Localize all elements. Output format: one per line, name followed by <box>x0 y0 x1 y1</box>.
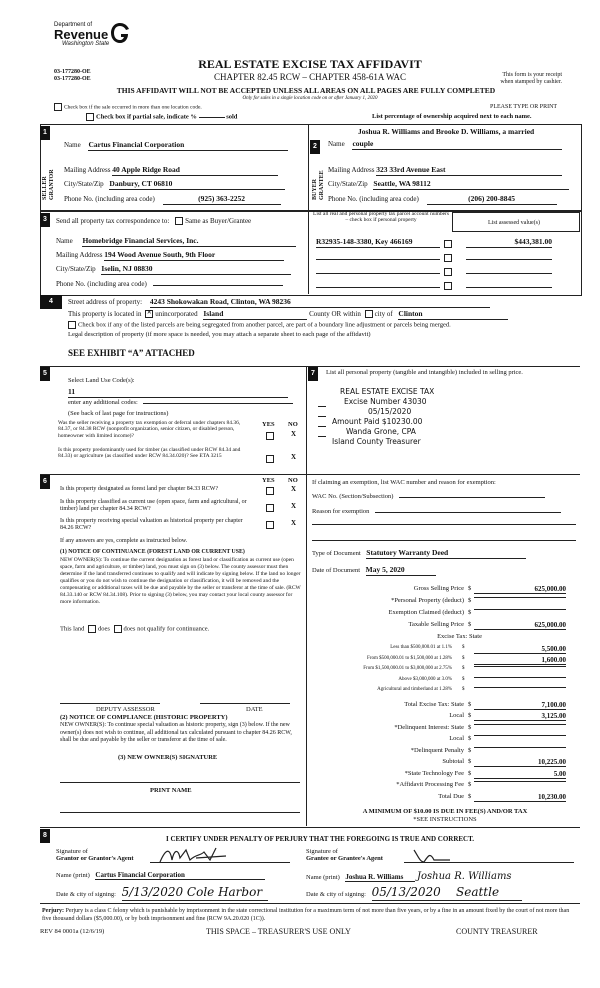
sec5-q1-no-mark[interactable]: X <box>291 430 297 438</box>
seller-phone-label: Phone No. (including area code) <box>64 195 155 203</box>
calc-row-label: Subtotal <box>442 758 464 765</box>
dollar-sign: $ <box>468 746 472 754</box>
personal-property-checkbox[interactable] <box>444 282 452 290</box>
check-multi-location[interactable] <box>54 103 202 111</box>
reason-field[interactable] <box>375 512 561 513</box>
checkbox-icon[interactable] <box>86 113 94 121</box>
calc-row <box>312 609 578 618</box>
personal-property-checkbox[interactable] <box>444 254 452 262</box>
see-back-note: (See back of last page for instructions) <box>68 410 169 417</box>
parcels-header: List all real and personal property tax parcel account numbers – check box if personal property <box>312 211 450 224</box>
corr-name-label: Name <box>56 237 73 245</box>
grantee-date-city-label: Date & city of signing: <box>306 891 366 898</box>
sec6-yes-header: YES <box>262 477 275 484</box>
personal-property-checkbox[interactable] <box>444 240 452 248</box>
form-code-1: 03-177280-OE <box>54 69 91 75</box>
deputy-assessor-label: DEPUTY ASSESSOR <box>96 706 155 713</box>
section-4-marker: 4 <box>40 295 62 309</box>
calc-row-value[interactable]: 625,000.00 <box>474 585 566 594</box>
personal-property-checkbox[interactable] <box>444 268 452 276</box>
calc-row-label: From $500,000.01 to $1,500,000 at 1.28% <box>367 655 452 661</box>
wac-label: WAC No. (Section/Subsection) <box>312 493 394 500</box>
corr-address[interactable]: 194 Wood Avenue South, 9th Floor <box>104 251 284 261</box>
calc-row-label: *Personal Property (deduct) <box>391 597 464 604</box>
county-treasurer: COUNTY TREASURER <box>456 927 538 936</box>
unincorporated-label: unincorporated <box>155 310 198 318</box>
receipt-note-1: This form is your receipt <box>502 72 562 78</box>
calc-row-value[interactable] <box>474 687 566 688</box>
sec6-q1-no-mark[interactable]: X <box>291 485 297 493</box>
grantor-signature[interactable] <box>156 844 236 866</box>
seller-phone[interactable]: (925) 363-2252 <box>163 195 281 205</box>
additional-codes-label: enter any additional codes: <box>68 399 138 406</box>
perjury-notice <box>42 908 576 923</box>
calc-row-value[interactable]: 5,500.00 <box>474 645 566 654</box>
notice-2-text: NEW OWNER(S): To continue special valuation as historic property, sign (3) below. If the new owner(s) does not wish to continue, all additional tax calculated pursuant to chapter 84.26 RCW, shall be due and payable by the seller or transferor at the time of sale. <box>60 722 292 743</box>
form-only-for: Only for sales in a single location code on or after January 1, 2020 <box>242 96 378 101</box>
street-label: Street address of property: <box>68 298 143 306</box>
grantee-sig-label-1: Signature of <box>306 848 338 855</box>
calc-row-label: Less than $500,000.01 at 1.1% <box>390 645 452 650</box>
corr-phone-label: Phone No. (including area code) <box>56 280 147 288</box>
wac-field[interactable] <box>399 497 545 498</box>
personal-property-label: List all personal property (tangible and intangible) included in selling price. <box>326 369 523 376</box>
form-warning: THIS AFFIDAVIT WILL NOT BE ACCEPTED UNLESS ALL AREAS ON ALL PAGES ARE FULLY COMPLETED <box>116 86 496 95</box>
legal-description-label: Legal description of property (if more space is needed, you may attach a separate sheet to each page of the affidavit) <box>68 331 371 338</box>
sec5-yes-header: YES <box>262 421 275 428</box>
buyer-side-label: BUYER GRANTEE <box>312 170 325 200</box>
sec5-no-header: NO <box>288 421 298 428</box>
calc-row-label: Gross Selling Price <box>413 585 464 592</box>
calc-row-value[interactable] <box>474 597 566 598</box>
city-of-label: city of <box>374 310 393 318</box>
calc-row-label: From $1,500,000.01 to $3,000,000 at 2.75% <box>363 666 452 671</box>
calc-row-label: *Delinquent Penalty <box>410 746 464 754</box>
calc-row <box>312 770 578 779</box>
calc-row <box>312 597 578 606</box>
grantee-signature[interactable] <box>410 846 460 866</box>
dollar-sign: $ <box>468 781 472 788</box>
calc-row <box>312 747 578 756</box>
calc-row-value[interactable]: 3,125.00 <box>474 712 566 721</box>
calc-row <box>312 645 578 654</box>
stamp-line-2: Excise Number 43030 <box>344 397 427 406</box>
parcel-number[interactable]: R32935-148-3380, Key 466169 <box>316 238 440 248</box>
sec6-question-2: Is this property classified as current use (open space, farm and agricultural, or timber) land per chapter 84.34 RCW? <box>60 499 247 512</box>
minimum-note: A MINIMUM OF $10.00 IS DUE IN FEE(S) AND/OR TAX <box>362 808 528 815</box>
assessed-header: List assessed value(s) <box>488 220 540 226</box>
check-multi-label: Check box if the sale occurred in more than one location code. <box>64 104 202 111</box>
exemption-claim-label: If claiming an exemption, list WAC number and reason for exemption: <box>312 479 496 486</box>
calc-row-label: *State Technology Fee <box>404 769 464 777</box>
notice-1-title: (1) NOTICE OF CONTINUANCE (FOREST LAND OR CURRENT USE) <box>60 549 245 555</box>
dollar-sign: $ <box>468 621 472 628</box>
agency-name: Revenue <box>54 26 109 42</box>
partial-label: Check box if partial sale, indicate % <box>96 113 197 121</box>
land-use-code[interactable]: 11 <box>68 388 288 398</box>
agency-line1: Department of <box>54 22 93 28</box>
grantor-name-print[interactable]: Cartus Financial Corporation <box>95 871 265 880</box>
doc-date[interactable]: May 5, 2020 <box>366 566 436 576</box>
send-correspondence <box>56 217 251 225</box>
calc-row-value[interactable] <box>474 609 566 610</box>
calc-row <box>312 712 578 721</box>
sec5-question-1: Was the seller receiving a property tax exemption or deferral under chapters 84.36, 84.37, or 84.38 RCW (nonprofit organization, senior citizen, or disabled person, homeowner with limited income)? <box>58 420 241 439</box>
calc-row-value[interactable]: 5.00 <box>474 770 566 779</box>
city-name[interactable]: Clinton <box>398 310 508 320</box>
calc-row-label: Exemption Claimed (deduct) <box>388 609 464 616</box>
see-instructions: *SEE INSTRUCTIONS <box>413 816 477 823</box>
buyer-addr-label: Mailing Address <box>328 166 375 174</box>
dollar-sign: $ <box>468 758 472 765</box>
form-title: REAL ESTATE EXCISE TAX AFFIDAVIT <box>198 57 422 71</box>
grantee-city: Seattle <box>456 885 500 899</box>
corr-addr-label: Mailing Address <box>56 251 103 259</box>
section-5-marker: 5 <box>40 367 50 381</box>
agency-logo <box>54 22 134 58</box>
corr-phone[interactable] <box>153 285 283 286</box>
doc-type[interactable]: Statutory Warranty Deed <box>366 549 526 559</box>
if-yes-note: If any answers are yes, complete as instructed below. <box>60 538 188 544</box>
does-not-checkbox[interactable] <box>114 625 122 633</box>
treasurer-stamp <box>330 387 490 447</box>
unincorporated-checkbox[interactable]: ✕ <box>146 310 152 317</box>
calc-row-label: Local <box>449 712 464 719</box>
section-2-marker: 2 <box>310 140 320 154</box>
form-codes <box>54 69 91 83</box>
property-street[interactable]: 4243 Shokowakan Road, Clinton, WA 98236 <box>150 298 490 308</box>
located-label: This property is located in <box>68 310 142 318</box>
dollar-sign: $ <box>462 666 465 671</box>
list-pct-note: List percentage of ownership acquired next to each name. <box>372 113 532 120</box>
excise-state-label: Excise Tax: State <box>437 633 482 640</box>
buyer-city[interactable]: Seattle, WA 98112 <box>373 180 569 190</box>
dollar-sign: $ <box>462 687 465 692</box>
calc-row-value[interactable] <box>474 724 566 725</box>
calc-row <box>312 781 578 790</box>
does-label: does <box>98 625 110 633</box>
form-revision: REV 84 0001a (12/6/19) <box>40 928 105 935</box>
calc-row-label: *Delinquent Interest: State <box>394 723 464 731</box>
buyer-name-line2[interactable]: couple <box>352 140 562 150</box>
check-partial-sale[interactable] <box>86 113 237 121</box>
sec5-question-2: Is this property predominantly used for timber (as classified under RCW 84.34 and 84.33) or agriculture (as classified under RCW 84.34.020)? See ETA 3215 <box>58 447 241 460</box>
notice-1-text: NEW OWNER(S): To continue the current designation as forest land or classification as current use (open space, farm and agriculture, or timber) land, you must sign on (3) below. The county assessor must then determine if the land transferred continues to qualify and will indicate by signing below. If the land no longer qualifies or you do not wish to continue the designation or classification, it will be removed and the compensating or additional taxes will be due and payable by the seller or transferor at the time of sale. (RCW 84.33.140 or RCW 84.34.108). Prior to signing (3) below, you may contact your local county assessor for more information. <box>60 557 301 605</box>
grantor-sig-label-2: Grantor or Grantor's Agent <box>56 855 134 863</box>
does-not-label: does not qualify for continuance. <box>123 625 210 633</box>
segregated-label: Check box if any of the listed parcels are being segregated from another parcel, are part of a boundary line adjustment or parcels being merged. <box>78 321 451 329</box>
section-1-marker: 1 <box>40 126 50 140</box>
form-code-2: 03-177280-OE <box>54 75 91 82</box>
additional-codes-field[interactable] <box>143 403 293 404</box>
seller-name[interactable]: Cartus Financial Corporation <box>88 141 288 151</box>
same-as-buyer-checkbox[interactable] <box>175 217 183 225</box>
stamp-line-1: REAL ESTATE EXCISE TAX <box>340 387 435 396</box>
buyer-city-label: City/State/Zip <box>328 180 368 188</box>
calc-row-value[interactable] <box>474 747 566 748</box>
partial-pct-field[interactable] <box>199 117 225 118</box>
dollar-sign: $ <box>468 769 472 777</box>
calc-row <box>312 735 578 744</box>
buyer-phone-label: Phone No. (including area code) <box>328 195 419 203</box>
calc-row-value[interactable]: 10,225.00 <box>474 758 566 767</box>
perjury-text: Perjury is a class C felony which is punishable by imprisonment in the state correctional institution for a maximum term of not more than five years, or by a fine in an amount fixed by the court of not more than five thousand dollars ($5,000.00), or by both imprisonment and fine (RCW 9A.20.020 (1C)). <box>42 908 570 922</box>
section-8-marker: 8 <box>40 829 50 843</box>
stamp-line-4: Amount Paid $10230.00 <box>332 417 423 426</box>
assessed-header-box <box>452 212 580 232</box>
sec6-question-1: Is this property designated as forest land per chapter 84.33 RCW? <box>60 486 219 492</box>
calc-row-value[interactable] <box>474 677 566 678</box>
seller-address[interactable]: 40 Apple Ridge Road <box>112 166 278 176</box>
treasurer-use-only: THIS SPACE – TREASURER'S USE ONLY <box>206 927 351 936</box>
calc-row-value[interactable] <box>474 781 566 782</box>
dollar-sign: $ <box>468 723 472 731</box>
city-checkbox[interactable] <box>365 310 373 318</box>
grantor-sig-label-1: Signature of <box>56 848 88 855</box>
sec5-q2-no-mark[interactable]: X <box>291 453 297 461</box>
grantor-name-print-label: Name (print) <box>56 872 90 879</box>
does-checkbox[interactable] <box>88 625 96 633</box>
dollar-sign: $ <box>462 655 465 661</box>
grantor-date-city[interactable]: 5/13/2020 Cole Harbor <box>122 886 268 901</box>
agency-line3: Washington State <box>62 40 110 47</box>
sec6-q2-yes-checkbox[interactable] <box>266 504 274 512</box>
sec6-question-3: Is this property receiving special valuation as historical property per chapter 84.26 RCW? <box>60 518 243 531</box>
seller-city[interactable]: Danbury, CT 06810 <box>109 180 285 190</box>
buyer-phone[interactable]: (206) 200-8845 <box>427 195 557 205</box>
print-name-label: PRINT NAME <box>150 787 192 794</box>
notice-3-title: (3) NEW OWNER(S) SIGNATURE <box>118 754 218 761</box>
section-6-marker: 6 <box>40 475 50 489</box>
dollar-sign: $ <box>468 712 472 719</box>
notice-2-title: (2) NOTICE OF COMPLIANCE (HISTORIC PROPERTY) <box>60 714 228 721</box>
form-chapter: CHAPTER 82.45 RCW – CHAPTER 458-61A WAC <box>214 71 406 82</box>
grantee-date: 05/13/2020 <box>371 885 441 899</box>
buyer-address[interactable]: 323 33rd Avenue East <box>376 166 562 176</box>
grantor-date-city-label: Date & city of signing: <box>56 891 116 898</box>
checkbox-icon[interactable] <box>54 103 62 111</box>
county-within-label: County OR within <box>309 310 361 318</box>
calc-row <box>312 666 578 675</box>
dollar-sign: $ <box>468 735 472 742</box>
please-type: PLEASE TYPE OR PRINT <box>490 104 558 110</box>
seller-city-label: City/State/Zip <box>64 180 104 188</box>
calc-row <box>312 585 578 594</box>
calc-row-label: Total Excise Tax: State <box>404 700 464 708</box>
grantee-date-city[interactable] <box>372 886 522 901</box>
sec6-q1-yes-checkbox[interactable] <box>266 487 274 495</box>
calc-row-value[interactable] <box>474 666 566 667</box>
stamp-line-6: Island County Treasurer <box>332 437 421 446</box>
dollar-sign: $ <box>468 585 472 592</box>
sec5-q1-yes-checkbox[interactable] <box>266 432 274 440</box>
revenue-logo-icon <box>110 22 130 44</box>
perjury-label: Perjury: <box>42 908 64 914</box>
sec6-no-header: NO <box>288 477 298 484</box>
dollar-sign: $ <box>468 597 472 604</box>
buyer-name-line1[interactable]: Joshua R. Williams and Brooke D. Williams, a married <box>358 127 535 136</box>
stamp-line-5: Wanda Grone, CPA <box>346 427 416 436</box>
sec5-q2-yes-checkbox[interactable] <box>266 455 274 463</box>
date-label: DATE <box>246 706 263 713</box>
certify-statement: I CERTIFY UNDER PENALTY OF PERJURY THAT THE FOREGOING IS TRUE AND CORRECT. <box>165 835 474 843</box>
buyer-name-label: Name <box>328 140 345 148</box>
segregated-checkbox[interactable] <box>68 321 76 329</box>
reason-label: Reason for exemption <box>312 508 370 515</box>
seller-addr-label: Mailing Address <box>64 166 111 174</box>
calc-row-label: Agricultural and timberland at 1.28% <box>377 687 452 692</box>
section-7-marker: 7 <box>308 367 318 381</box>
calc-row-label: Taxable Selling Price <box>408 621 464 628</box>
grantee-name-print-label: Name (print) <box>306 874 340 881</box>
assessed-value[interactable]: $443,381.00 <box>466 238 552 248</box>
calc-row <box>312 656 578 665</box>
dollar-sign: $ <box>468 609 472 616</box>
dollar-sign: $ <box>468 792 472 800</box>
calc-row-value[interactable]: 7,100.00 <box>474 701 566 710</box>
county-name[interactable]: Island <box>203 310 307 320</box>
calc-row-label: *Affidavit Processing Fee <box>396 781 464 788</box>
calc-row <box>312 687 578 696</box>
calc-row-label: Total Due <box>438 792 464 800</box>
grantee-name-handwritten: Joshua R. Williams <box>417 871 512 882</box>
calc-row-value[interactable]: 625,000.00 <box>474 621 566 630</box>
dollar-sign: $ <box>468 700 472 708</box>
corr-name[interactable]: Homebridge Financial Services, Inc. <box>82 237 296 247</box>
calc-row <box>312 701 578 710</box>
sold-label: sold <box>226 113 238 121</box>
send-label: Send all property tax correspondence to: <box>56 217 170 225</box>
sec6-q2-no-mark[interactable]: X <box>291 502 297 510</box>
grantee-sig-label-2: Grantee or Grantee's Agent <box>306 855 383 863</box>
doc-type-label: Type of Document <box>312 550 361 557</box>
this-land-label: This land <box>60 625 85 633</box>
calc-row-label: Local <box>449 735 464 742</box>
calc-row <box>312 793 578 802</box>
stamp-line-3: 05/15/2020 <box>368 407 412 416</box>
sec6-q3-yes-checkbox[interactable] <box>266 521 274 529</box>
sec6-q3-no-mark[interactable]: X <box>291 519 297 527</box>
calc-row-value[interactable]: 1,600.00 <box>474 656 566 665</box>
corr-city-label: City/State/Zip <box>56 265 96 273</box>
calc-row <box>312 677 578 686</box>
calc-row <box>312 724 578 733</box>
receipt-note-2: when stamped by cashier. <box>500 78 562 85</box>
corr-city[interactable]: Iselin, NJ 08830 <box>101 265 291 275</box>
calc-row <box>312 621 578 630</box>
dollar-sign: $ <box>462 645 465 650</box>
doc-date-label: Date of Document <box>312 567 361 574</box>
land-use-label: Select Land Use Code(s): <box>68 377 135 384</box>
legal-description[interactable]: SEE EXHIBIT “A” ATTACHED <box>68 348 195 358</box>
calc-row-value[interactable] <box>474 735 566 736</box>
grantee-name-print[interactable]: Joshua R. Williams <box>345 873 415 882</box>
seller-name-label: Name <box>64 141 81 149</box>
same-as-buyer-label: Same as Buyer/Grantee <box>185 217 252 225</box>
calc-row <box>312 758 578 767</box>
section-3-marker: 3 <box>40 213 50 227</box>
calc-row-label: Above $3,000,000 at 3.0% <box>398 676 452 682</box>
dollar-sign: $ <box>462 676 465 682</box>
calc-row-value[interactable]: 10,230.00 <box>474 793 566 802</box>
seller-side-label: SELLER GRANTOR <box>42 169 55 200</box>
